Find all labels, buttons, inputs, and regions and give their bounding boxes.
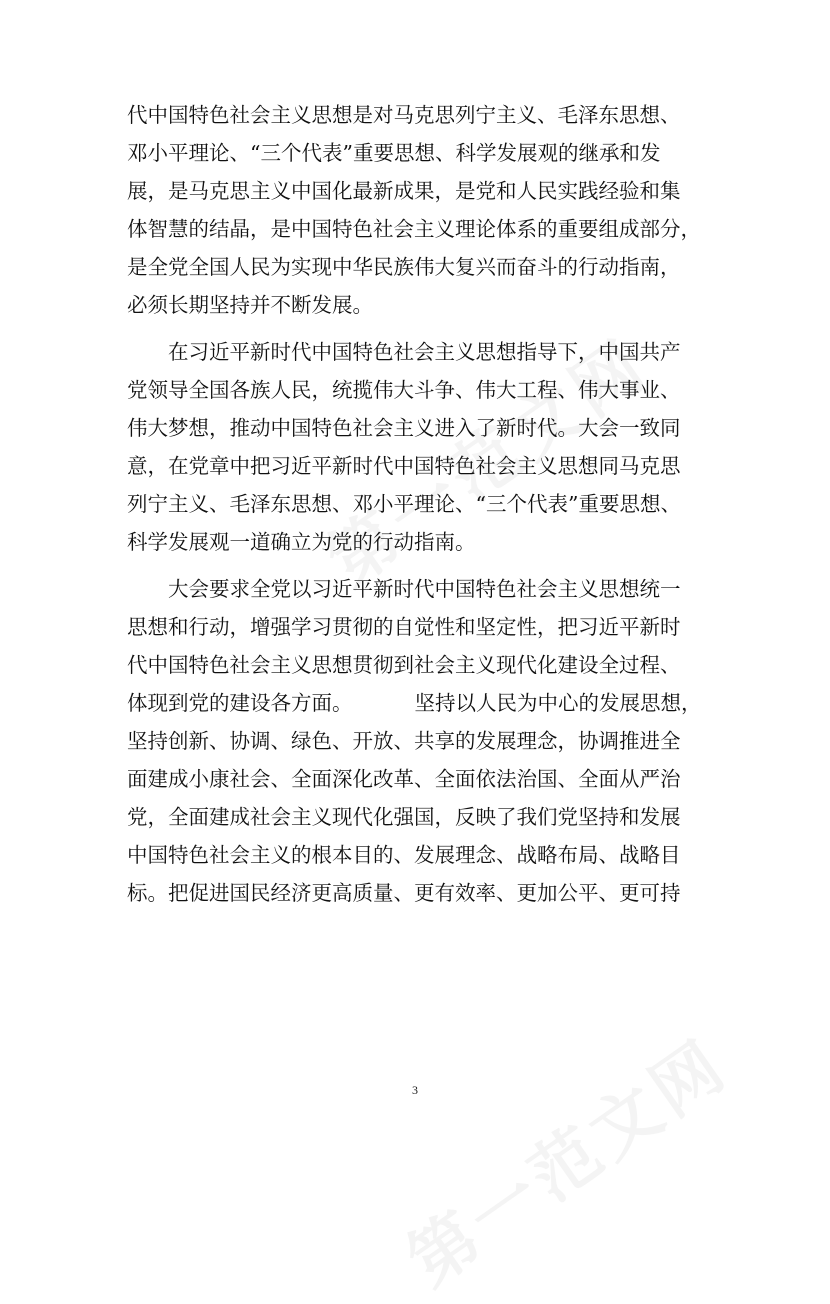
text-line: 在习近平新时代中国特色社会主义思想指导下，中国共产 — [168, 340, 681, 364]
text-line: 体智慧的结晶，是中国特色社会主义理论体系的重要组成部分， — [127, 217, 701, 241]
text-line: 伟大梦想，推动中国特色社会主义进入了新时代。大会一致同 — [127, 416, 681, 440]
text-line: 代中国特色社会主义思想贯彻到社会主义现代化建设全过程、 — [127, 653, 681, 677]
text-line: 坚持创新、协调、绿色、开放、共享的发展理念，协调推进全 — [127, 729, 681, 753]
paragraph-spacing — [127, 324, 717, 333]
page-number: 3 — [412, 1083, 418, 1097]
watermark — [386, 1013, 745, 1304]
text-line: 列宁主义、毛泽东思想、邓小平理论、“三个代表”重要思想、 — [127, 492, 681, 516]
text-line: 党领导全国各族人民，统揽伟大斗争、伟大工程、伟大事业、 — [127, 378, 681, 402]
text-line: 大会要求全党以习近平新时代中国特色社会主义思想统一 — [168, 577, 681, 601]
text-line: 代中国特色社会主义思想是对马克思列宁主义、毛泽东思想、 — [127, 103, 681, 127]
text-line: 意，在党章中把习近平新时代中国特色社会主义思想同马克思 — [127, 454, 681, 478]
text-line: 邓小平理论、“三个代表”重要思想、科学发展观的继承和发 — [127, 141, 661, 165]
text-line: 必须长期坚持并不断发展。 — [127, 293, 373, 317]
document-body — [127, 96, 717, 912]
paragraph — [127, 570, 717, 912]
text-segment: 体现到党的建设各方面。 — [127, 691, 353, 715]
text-line: 思想和行动，增强学习贯彻的自觉性和坚定性，把习近平新时 — [127, 615, 681, 639]
paragraph — [127, 333, 717, 561]
text-line: 党，全面建成社会主义现代化强国，反映了我们党坚持和发展 — [127, 805, 681, 829]
text-line: 中国特色社会主义的根本目的、发展理念、战略布局、战略目 — [127, 843, 681, 867]
text-segment: 坚持以人民为中心的发展思想， — [414, 691, 702, 715]
text-line: 标。把促进国民经济更高质量、更有效率、更加公平、更可持 — [127, 881, 681, 905]
text-line: 展，是马克思主义中国化最新成果，是党和人民实践经验和集 — [127, 179, 681, 203]
text-line: 科学发展观一道确立为党的行动指南。 — [127, 530, 476, 554]
text-line-with-gap — [127, 684, 717, 722]
paragraph-spacing — [127, 561, 717, 570]
paragraph-continued — [127, 96, 717, 324]
text-line: 面建成小康社会、全面深化改革、全面依法治国、全面从严治 — [127, 767, 681, 791]
text-line: 是全党全国人民为实现中华民族伟大复兴而奋斗的行动指南， — [127, 255, 681, 279]
